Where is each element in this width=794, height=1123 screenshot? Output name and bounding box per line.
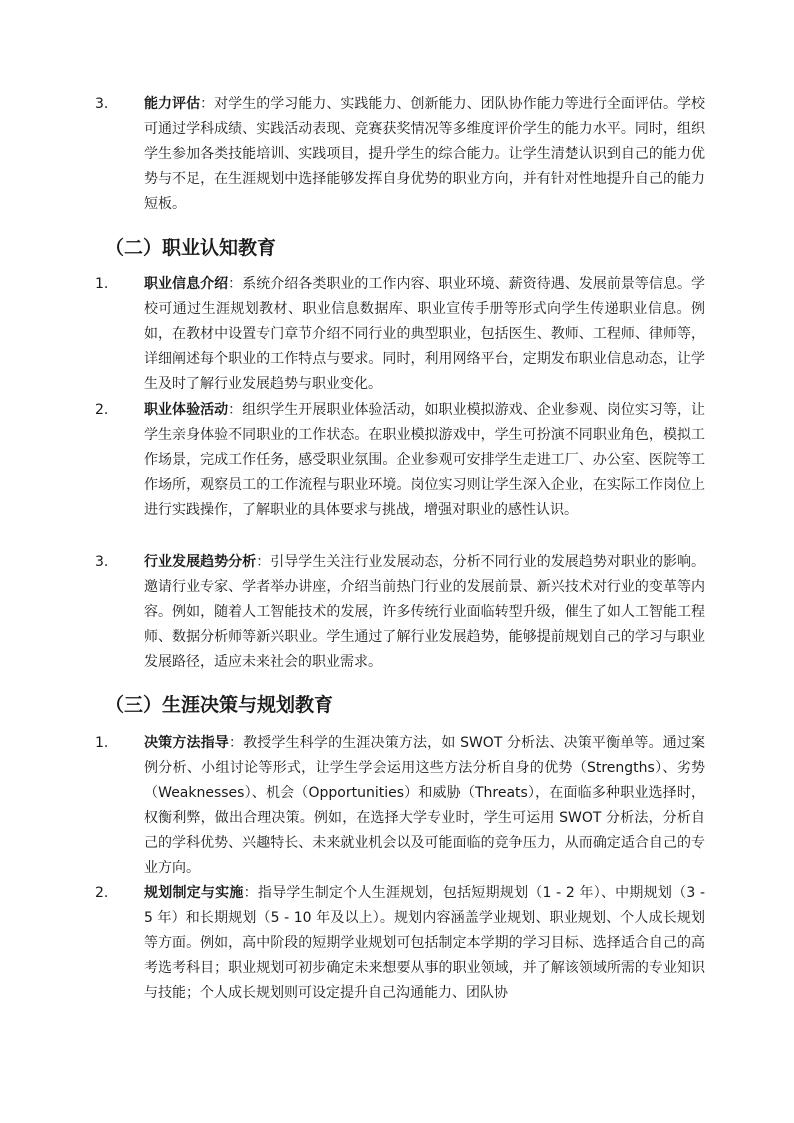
list-item-separator: ： (256, 554, 271, 570)
list-item-separator: ： (228, 735, 244, 751)
list-item-text: 组织学生开展职业体验活动，如职业模拟游戏、企业参观、岗位实习等，让学生亲身体验不同职业的工作状态。在职业模拟游戏中，学生可扮演不同职业角色，模拟工作场景，完成工作任务，感受职业氛围。企业参观可安排学生走进工厂、办公室、医院等工作场所，观察员工的工作流程与职业环境。岗位实习则让学生深入企业，在实际工作岗位上进行实践操作，了解职业的具体要求与挑战，增强对职业的感性认识。 (144, 402, 706, 518)
list-item-ability-assessment (95, 92, 705, 217)
list-item-body (144, 272, 705, 397)
list-item-number: 1. (95, 735, 109, 751)
list-item-title: 职业体验活动 (144, 402, 229, 418)
list-item-body (144, 731, 705, 881)
list-item-separator: ： (243, 885, 258, 901)
list-item-separator: ： (228, 276, 243, 292)
list-item-title: 决策方法指导 (144, 735, 229, 751)
list-item-body (144, 92, 705, 217)
list-item-number: 1. (95, 276, 109, 292)
list-item-decision-methods (95, 731, 705, 881)
list-item-career-info (95, 272, 705, 397)
section-heading-career-awareness: （二）职业认知教育 (105, 237, 277, 259)
section-heading-career-decision: （三）生涯决策与规划教育 (105, 694, 334, 716)
list-item-text: 指导学生制定个人生涯规划，包括短期规划（1 - 2 年）、中期规划（3 - 5 年）和长期规划（5 - 10 年及以上）。规划内容涵盖学业规划、职业规划、个人成长规划等方面。例如，高中阶段的短期学业规划可包括制定本学期的学习目标、选择适合自己的高考选考科目；职业规划可初步确定未来想要从事的职业领域，并了解该领域所需的专业知识与技能；个人成长规划则可设定提升自己沟通能力、团队协 (144, 885, 705, 1001)
list-item-title: 规划制定与实施 (144, 885, 244, 901)
list-item-text: 引导学生关注行业发展动态，分析不同行业的发展趋势对职业的影响。邀请行业专家、学者举办讲座，介绍当前热门行业的发展前景、新兴技术对行业的变革等内容。例如，随着人工智能技术的发展，许多传统行业面临转型升级，催生了如人工智能工程师、数据分析师等新兴职业。学生通过了解行业发展趋势，能够提前规划自己的学习与职业发展路径，适应未来社会的职业需求。 (144, 554, 706, 670)
list-item-body (144, 398, 705, 523)
list-item-separator: ： (228, 402, 243, 418)
list-item-title: 行业发展趋势分析 (144, 554, 257, 570)
list-item-body (144, 881, 705, 1006)
list-item-title: 能力评估 (144, 96, 201, 112)
list-item-career-experience (95, 398, 705, 523)
list-item-text: 教授学生科学的生涯决策方法，如 SWOT 分析法、决策平衡单等。通过案例分析、小组讨论等形式，让学生学会运用这些方法分析自身的优势（Strengths）、劣势（Weaknesses）、机会（Opportunities）和威胁（Threats），在面临多种职业选择时，权衡利弊，做出合理决策。例如，在选择大学专业时，学生可运用 SWOT 分析法，分析自己的学科优势、兴趣特长、未来就业机会以及可能面临的竞争压力，从而确定适合自己的专业方向。 (144, 735, 706, 876)
list-item-number: 3. (95, 96, 109, 112)
list-item-industry-trends (95, 550, 705, 675)
list-item-plan-implementation (95, 881, 705, 1006)
list-item-number: 2. (95, 402, 109, 418)
list-item-text: 对学生的学习能力、实践能力、创新能力、团队协作能力等进行全面评估。学校可通过学科成绩、实践活动表现、竞赛获奖情况等多维度评价学生的能力水平。同时，组织学生参加各类技能培训、实践项目，提升学生的综合能力。让学生清楚认识到自己的能力优势与不足，在生涯规划中选择能够发挥自身优势的职业方向，并有针对性地提升自己的能力短板。 (144, 96, 706, 212)
list-item-body (144, 550, 705, 675)
list-item-number: 3. (95, 554, 109, 570)
list-item-separator: ： (200, 96, 215, 112)
list-item-title: 职业信息介绍 (144, 276, 229, 292)
list-item-text: 系统介绍各类职业的工作内容、职业环境、薪资待遇、发展前景等信息。学校可通过生涯规划教材、职业信息数据库、职业宣传手册等形式向学生传递职业信息。例如，在教材中设置专门章节介绍不同行业的典型职业，包括医生、教师、工程师、律师等，详细阐述每个职业的工作特点与要求。同时，利用网络平台，定期发布职业信息动态，让学生及时了解行业发展趋势与职业变化。 (144, 276, 706, 392)
list-item-number: 2. (95, 885, 109, 901)
